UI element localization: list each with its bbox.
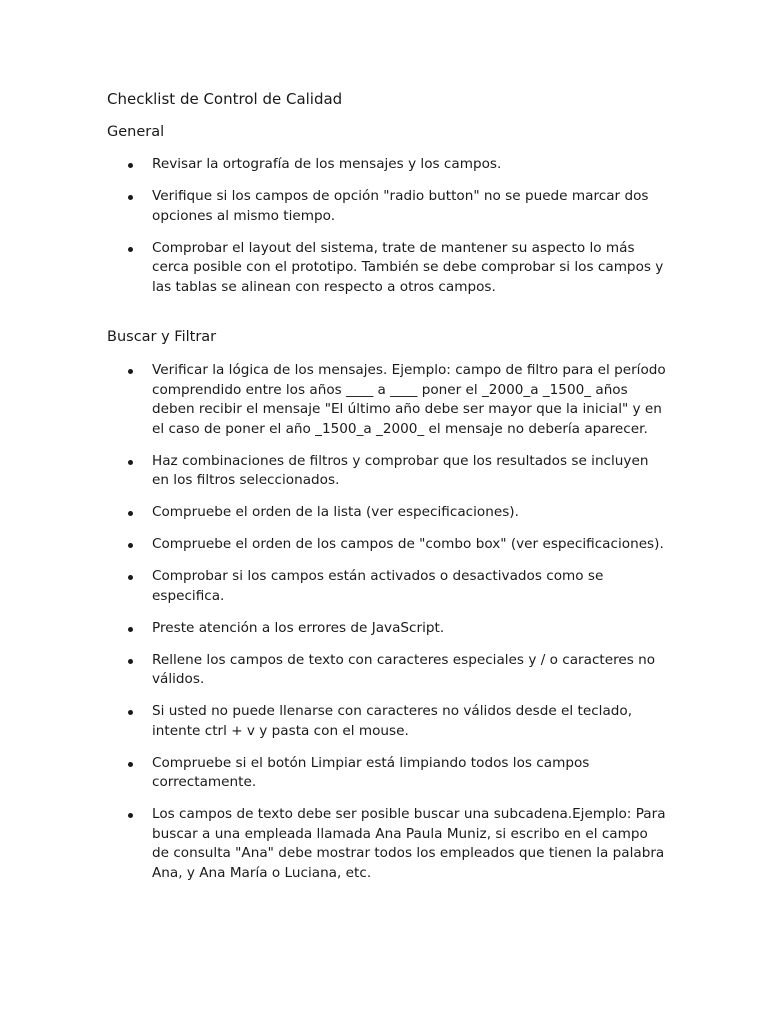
list-item-text: Compruebe el orden de la lista (ver especificaciones). <box>152 504 519 520</box>
document-title: Checklist de Control de Calidad <box>107 90 343 108</box>
list-item <box>107 187 667 226</box>
bullet-list-general <box>107 155 667 310</box>
list-item-text: Haz combinaciones de filtros y comprobar que los resultados se incluyen en los filtros seleccionados. <box>152 452 649 488</box>
list-item <box>107 754 667 793</box>
list-item-text: Revisar la ortografía de los mensajes y los campos. <box>152 156 502 172</box>
list-item-text: Preste atención a los errores de JavaScript. <box>152 619 445 636</box>
list-item <box>107 702 667 741</box>
section-heading-general: General <box>107 124 165 140</box>
list-item <box>107 503 667 523</box>
list-item <box>107 619 667 639</box>
list-item <box>107 361 667 439</box>
list-item <box>107 535 667 555</box>
list-item-text: Compruebe si el botón Limpiar está limpiando todos los campos correctamente. <box>152 754 590 790</box>
list-item <box>107 805 667 883</box>
list-item-text: Verificar la lógica de los mensajes. Ejemplo: campo de filtro para el período comprendido entre los años ____ a ____ poner el _2000_a _1500_ años deben recibir el mensaje "El último año debe ser mayor que la inicial" y en el caso de poner el año _1500_a _2000_ el mensaje no debería aparecer. <box>152 362 666 437</box>
list-item-text: Comprobar el layout del sistema, trate de mantener su aspecto lo más cerca posible con el prototipo. También se debe comprobar si los campos y las tablas se alinean con respecto a otros campos. <box>152 239 664 295</box>
bullet-list-buscar-filtrar <box>107 361 667 896</box>
list-item <box>107 155 667 175</box>
list-item-text: Compruebe el orden de los campos de "combo box" (ver especificaciones). <box>152 536 664 552</box>
list-item-text: Si usted no puede llenarse con caracteres no válidos desde el teclado, intente ctrl + v y pasta con el mouse. <box>152 703 633 739</box>
list-item-text: Verifique si los campos de opción "radio button" no se puede marcar dos opciones al mismo tiempo. <box>152 188 649 224</box>
list-item <box>107 452 667 491</box>
list-item-text: Los campos de texto debe ser posible buscar una subcadena.Ejemplo: Para buscar a una empleada llamada Ana Paula Muniz, si escribo en el campo de consulta "Ana" debe mostrar todos los empleados que tienen la palabra Ana, y Ana María o Luciana, etc. <box>152 806 666 881</box>
list-item <box>107 239 667 298</box>
list-item <box>107 651 667 690</box>
list-item-text: Rellene los campos de texto con caracteres especiales y / o caracteres no válidos. <box>152 651 656 687</box>
list-item <box>107 567 667 606</box>
section-heading-buscar-filtrar: Buscar y Filtrar <box>107 329 217 345</box>
list-item-text: Comprobar si los campos están activados o desactivados como se especifica. <box>152 568 604 604</box>
